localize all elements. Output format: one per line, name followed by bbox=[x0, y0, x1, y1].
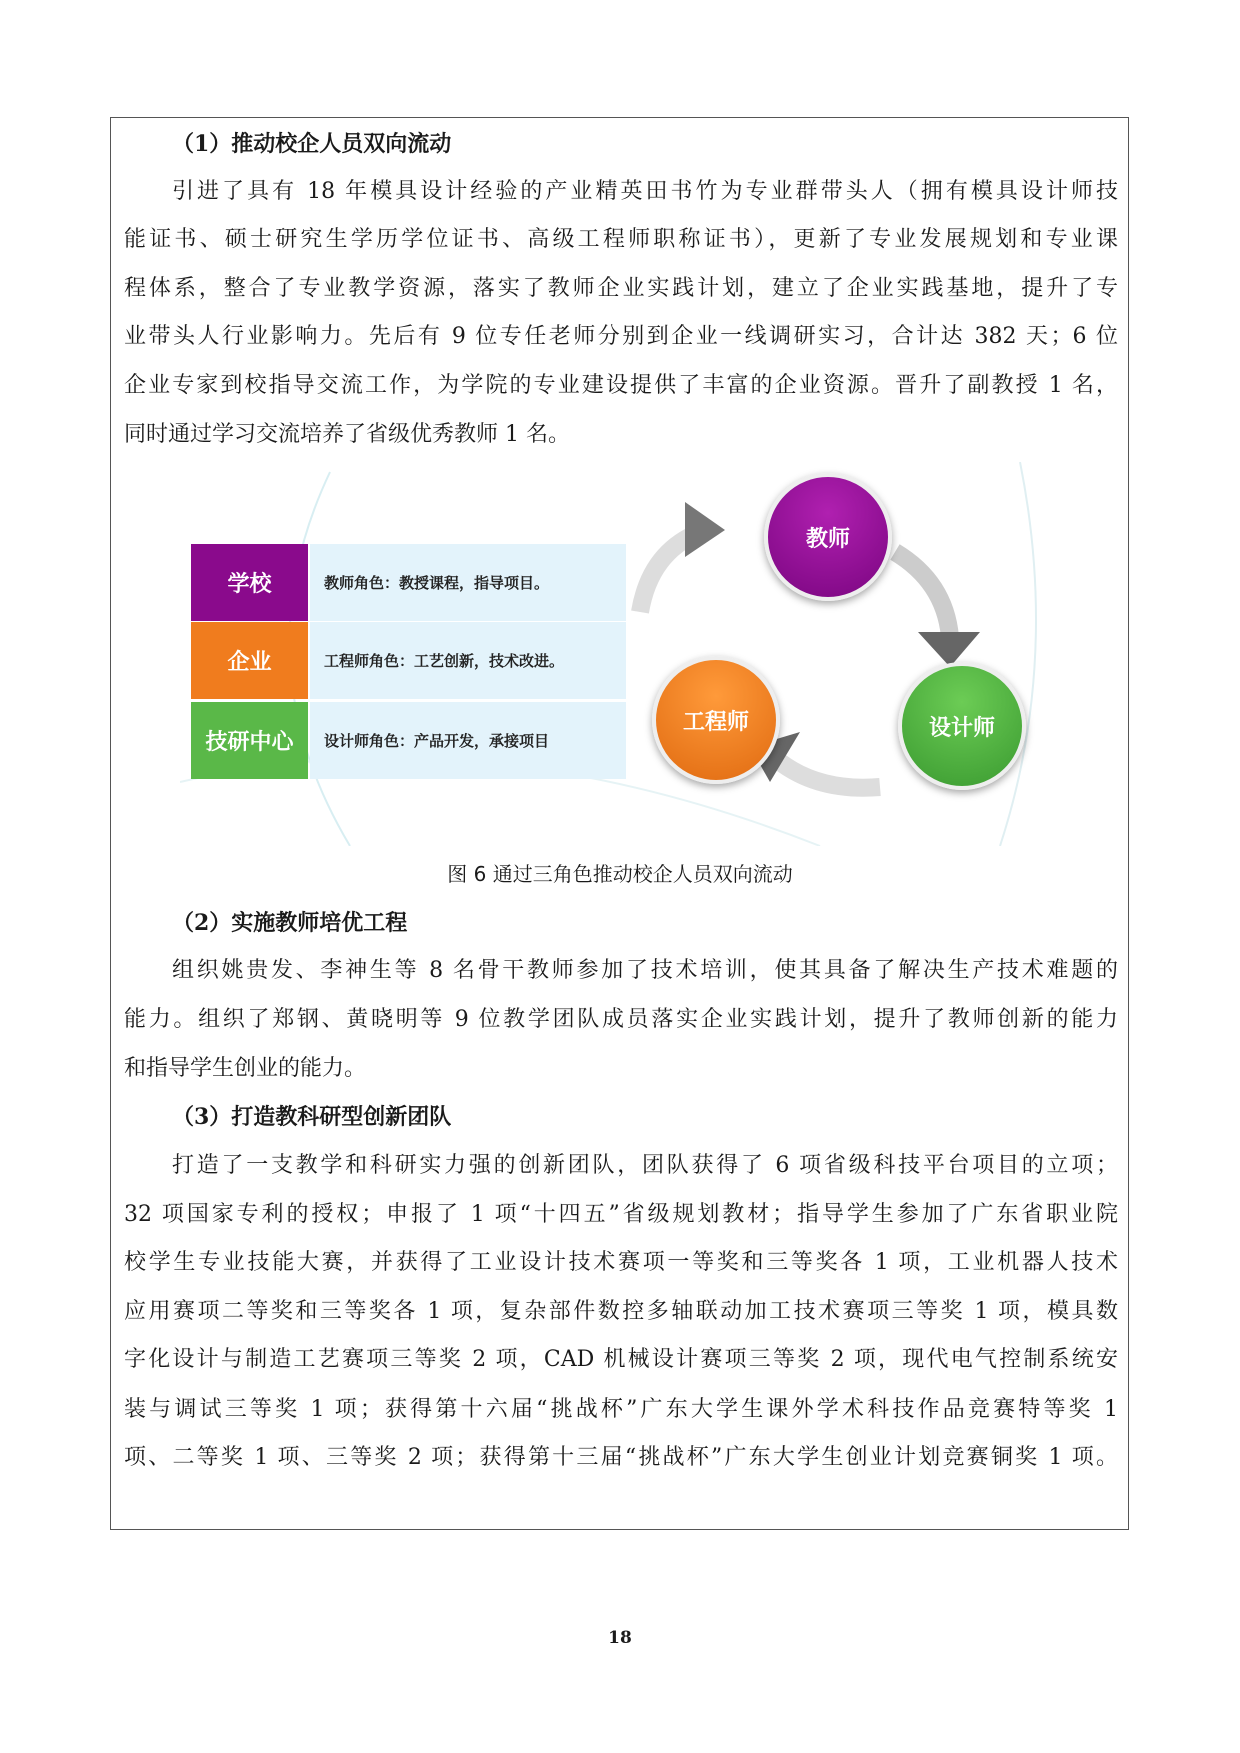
figure-role-diagram bbox=[180, 462, 1060, 846]
arrow-designer-to-engineer bbox=[780, 762, 880, 788]
role-description: 工程师角色：工艺创新，技术改进。 bbox=[310, 622, 626, 699]
paragraph-line: 能证书、硕士研究生学历学位证书、高级工程师职称证书），更新了专业发展规划和专业课 bbox=[124, 227, 1118, 252]
paragraph-line: 引进了具有 18 年模具设计经验的产业精英田书竹为专业群带头人（拥有模具设计师技 bbox=[172, 179, 1118, 204]
section2-heading: （2）实施教师培优工程 bbox=[172, 910, 408, 936]
role-label: 技研中心 bbox=[191, 702, 308, 779]
role-row-enterprise bbox=[191, 622, 626, 699]
arrow-teacher-to-designer bbox=[895, 552, 950, 637]
circle-engineer: 工程师 bbox=[652, 656, 780, 784]
paragraph-line: 能力。组织了郑钢、黄晓明等 9 位教学团队成员落实企业实践计划，提升了教师创新的能力 bbox=[124, 1007, 1118, 1032]
paragraph-line: 项、二等奖 1 项、三等奖 2 项；获得第十三届“挑战杯”广东大学生创业计划竞赛铜奖 1 项。 bbox=[124, 1445, 1118, 1470]
role-description: 设计师角色：产品开发，承接项目 bbox=[310, 702, 626, 779]
paragraph-line: 业带头人行业影响力。先后有 9 位专任老师分别到企业一线调研实习，合计达 382 天；6 位 bbox=[124, 324, 1118, 349]
paragraph-line: 打造了一支教学和科研实力强的创新团队，团队获得了 6 项省级科技平台项目的立项； bbox=[172, 1153, 1118, 1178]
paragraph-line: 32 项国家专利的授权；申报了 1 项“十四五”省级规划教材；指导学生参加了广东省职业院 bbox=[124, 1202, 1118, 1227]
section3-heading: （3）打造教科研型创新团队 bbox=[172, 1104, 452, 1130]
paragraph-line: 字化设计与制造工艺赛项三等奖 2 项，CAD 机械设计赛项三等奖 2 项，现代电气控制系统安 bbox=[124, 1347, 1118, 1372]
role-row-research-center bbox=[191, 702, 626, 779]
arrow-head-icon bbox=[685, 502, 725, 557]
role-row-school bbox=[191, 544, 626, 621]
paragraph-line: 程体系，整合了专业教学资源，落实了教师企业实践计划，建立了企业实践基地，提升了专 bbox=[124, 276, 1118, 301]
paragraph-line: 校学生专业技能大赛，并获得了工业设计技术赛项一等奖和三等奖各 1 项，工业机器人技术 bbox=[124, 1250, 1118, 1275]
paragraph-line: 同时通过学习交流培养了省级优秀教师 1 名。 bbox=[124, 422, 570, 447]
paragraph-line: 装与调试三等奖 1 项；获得第十六届“挑战杯”广东大学生课外学术科技作品竞赛特等奖 1 bbox=[124, 1397, 1118, 1422]
role-label: 学校 bbox=[191, 544, 308, 621]
circle-teacher: 教师 bbox=[764, 473, 892, 601]
paragraph-line: 组织姚贵发、李神生等 8 名骨干教师参加了技术培训，使其具备了解决生产技术难题的 bbox=[172, 958, 1118, 983]
section1-heading: （1）推动校企人员双向流动 bbox=[172, 131, 452, 157]
role-label: 企业 bbox=[191, 622, 308, 699]
page-number: 18 bbox=[608, 1628, 632, 1648]
paragraph-line: 和指导学生创业的能力。 bbox=[124, 1056, 367, 1081]
paragraph-line: 企业专家到校指导交流工作，为学院的专业建设提供了丰富的企业资源。晋升了副教授 1 名， bbox=[124, 373, 1118, 398]
circle-designer: 设计师 bbox=[898, 662, 1026, 790]
paragraph-line: 应用赛项二等奖和三等奖各 1 项，复杂部件数控多轴联动加工技术赛项三等奖 1 项，模具数 bbox=[124, 1299, 1118, 1324]
figure-caption: 图 6 通过三角色推动校企人员双向流动 bbox=[447, 862, 793, 886]
role-description: 教师角色：教授课程，指导项目。 bbox=[310, 544, 626, 621]
